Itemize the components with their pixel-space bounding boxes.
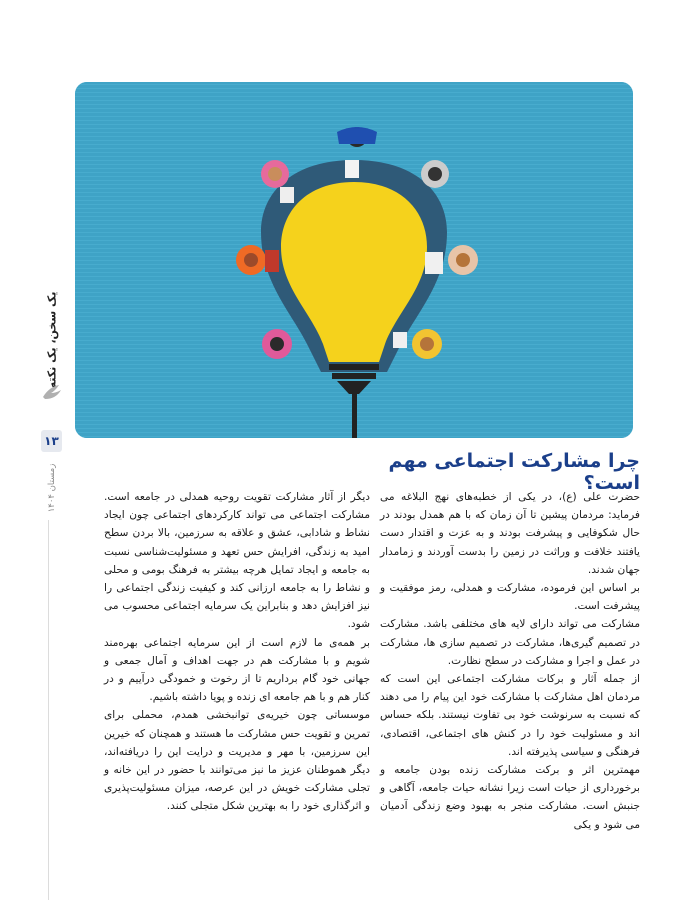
- margin-divider: [48, 520, 49, 900]
- person-bottom-left: [262, 329, 292, 359]
- bulb-base-ring: [332, 373, 376, 379]
- issue-date: [40, 458, 64, 518]
- issue-date-text: زمستان ۱۴۰۴: [47, 463, 57, 513]
- paragraph: بر اساس این فرموده، مشارکت و همدلی، رمز موفقیت و پیشرفت است.: [380, 582, 640, 613]
- paragraph: از جمله آثار و برکات مشارکت اجتماعی این است که مردمان اهل مشارکت با مشارکت خود این پیام را می دهند که نسبت به سرنوشت خود بی تفاوت نیستند. بلکه حساس اند و مسئولیت خود را در کنش های اجتماعی، اقتصادی، فرهنگی و سیاسی پذیرفته اند.: [380, 673, 640, 758]
- section-title: [40, 291, 64, 389]
- person-top-right: [421, 160, 449, 188]
- lightbulb-meeting-table-illustration: [75, 82, 633, 438]
- bulb-cord: [352, 392, 357, 438]
- section-title-text: یک سخن، یک نکته: [45, 291, 59, 389]
- bulb-base-ring: [329, 364, 379, 370]
- article-column-right: [380, 488, 640, 834]
- page-number: ۱۳: [41, 430, 62, 452]
- paragraph: مهمترین اثر و برکت مشارکت زنده بودن جامعه و برخورداری از حیات است زیرا نشانه حیات جامعه، آگاهی و جنبش است. مشارکت منجر به بهبود وضع زندگی آدمیان می شود و یکی: [380, 764, 640, 831]
- paragraph: مشارکت می تواند دارای لایه های مختلفی باشد. مشارکت در تصمیم گیری‌ها، مشارکت در تصمیم سازی ها، مشارکت در عمل و اجرا و مشارکت در سطح نظارت.: [380, 618, 640, 667]
- article-title: چرا مشارکت اجتماعی مهم است؟: [388, 450, 640, 494]
- paragraph: حضرت علی (ع)، در یکی از خطبه‌های نهج البلاغه می فرماید: مردمان پیشین تا آن زمان که با هم همدل بودند در حال شکوفایی و پیشرفت بودند و به عزت و اقتدار دست یافتند خلافت و وراثت در زمین را بدست آوردند و زمامدار جهان شدند.: [380, 491, 640, 576]
- hamdam-logo-icon: [41, 381, 63, 403]
- paragraph: بر همه‌ی ما لازم است از این سرمایه اجتماعی بهره‌مند شویم و با مشارکت هم در جهت اهداف و آمال جمعی و جهانی خود گام برداریم تا از رخوت و خمودگی درآییم و در کنار هم و با هم جامعه ای زنده و پویا داشته باشیم.: [104, 636, 370, 704]
- hero-illustration: [75, 82, 633, 438]
- paragraph: موسساتی چون خیریه‌ی توانبخشی همدم، محملی برای تمرین و تقویت حس مشارکت ما هستند و همچنان که خیرین این سرزمین، با مهر و مدیریت و درایت این را دریافته‌اند، دیگر هموطنان عزیز ما نیز می‌توانند با حضور در این خانه و تجلی مشارکت خویش در این عرصه، میزان مسئولیت‌پذیری و اثرگذاری خود را به بهترین شکل متجلی کنند.: [104, 709, 370, 813]
- paragraph: دیگر از آثار مشارکت تقویت روحیه همدلی در جامعه است. مشارکت اجتماعی می تواند کارکردهای اجتماعی چون ایجاد نشاط و شادابی، عشق و علاقه به سرزمین، بالا بردن سطح امید به زندگی، افرایش حس تعهد و مسئولیت‌شناسی نسبت به جامعه و ایجاد تمایل هرچه بیشتر به فرهنگ بومی و محلی و نشاط را به جامعه ارزانی کند و کیفیت زندگی اجتماعی را نیز افزایش دهد و بنابراین یک سرمایه اجتماعی محسوب می شود.: [104, 491, 370, 631]
- article-column-left: [104, 488, 370, 816]
